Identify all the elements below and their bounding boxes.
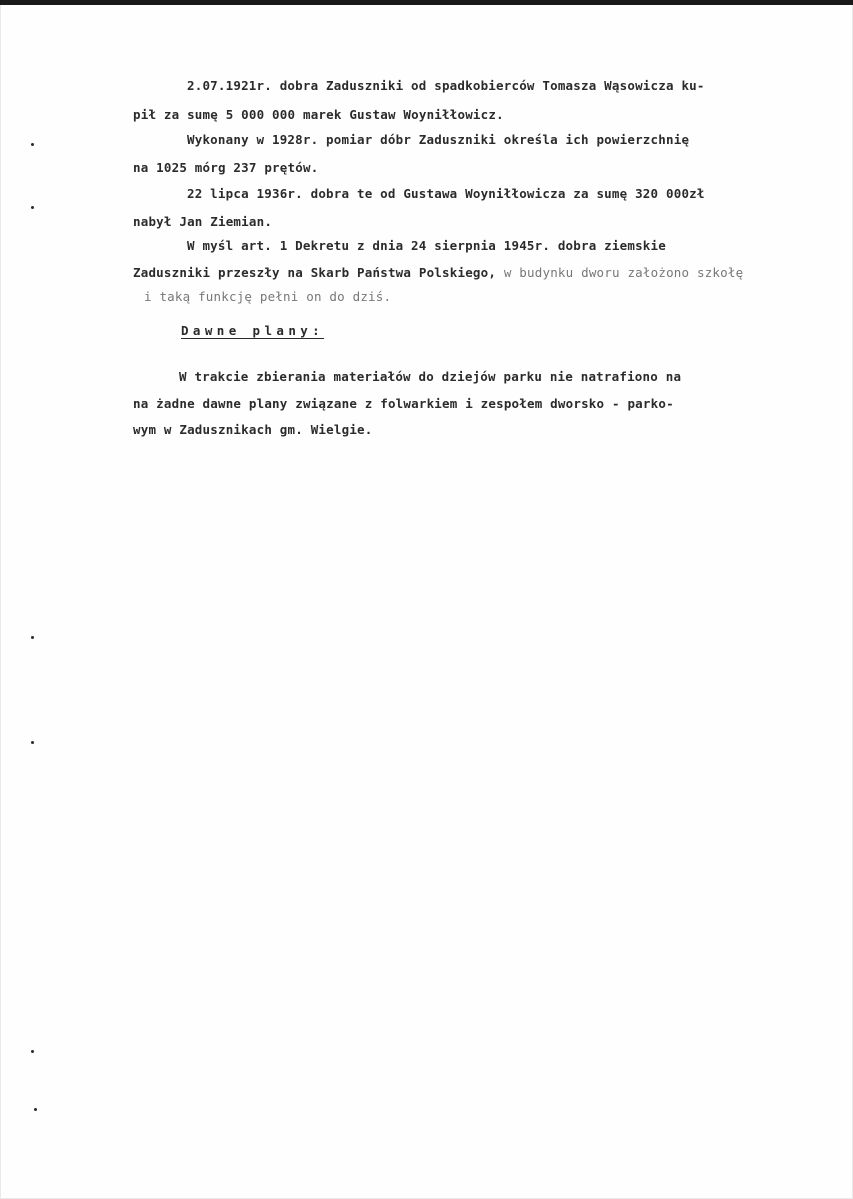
- text-line: nabył Jan Ziemian.: [133, 214, 273, 229]
- text-line-continuation: w budynku dworu założono szkołę: [503, 265, 744, 280]
- text-line: i taką funkcję pełni on do dziś.: [144, 289, 392, 304]
- margin-mark: [31, 1050, 34, 1053]
- text-line: wym w Zadusznikach gm. Wielgie.: [133, 422, 373, 437]
- text-line: Wykonany w 1928r. pomiar dóbr Zaduszniki określa ich powierzchnię: [187, 132, 690, 147]
- text-line: 22 lipca 1936r. dobra te od Gustawa Woyniłłowicza za sumę 320 000zł: [187, 186, 705, 201]
- section-heading: Dawne plany:: [181, 323, 325, 338]
- text-line: 2.07.1921r. dobra Zaduszniki od spadkobierców Tomasza Wąsowicza ku-: [187, 78, 705, 93]
- text-line: [133, 265, 743, 281]
- text-line: na żadne dawne plany związane z folwarkiem i zespołem dworsko - parko-: [133, 396, 674, 411]
- text-line: pił za sumę 5 000 000 marek Gustaw Woyniłłowicz.: [133, 107, 504, 122]
- margin-mark: [31, 206, 34, 209]
- text-line: na 1025 mórg 237 prętów.: [133, 160, 319, 175]
- text-line: W myśl art. 1 Dekretu z dnia 24 sierpnia 1945r. dobra ziemskie: [187, 238, 666, 253]
- margin-mark: [31, 143, 34, 146]
- text-line-bold: Zaduszniki przeszły na Skarb Państwa Polskiego,: [133, 265, 497, 280]
- margin-mark: [31, 636, 34, 639]
- text-line: W trakcie zbierania materiałów do dziejów parku nie natrafiono na: [179, 369, 682, 384]
- margin-mark: [34, 1108, 37, 1111]
- scan-top-edge: [0, 0, 853, 5]
- margin-mark: [31, 741, 34, 744]
